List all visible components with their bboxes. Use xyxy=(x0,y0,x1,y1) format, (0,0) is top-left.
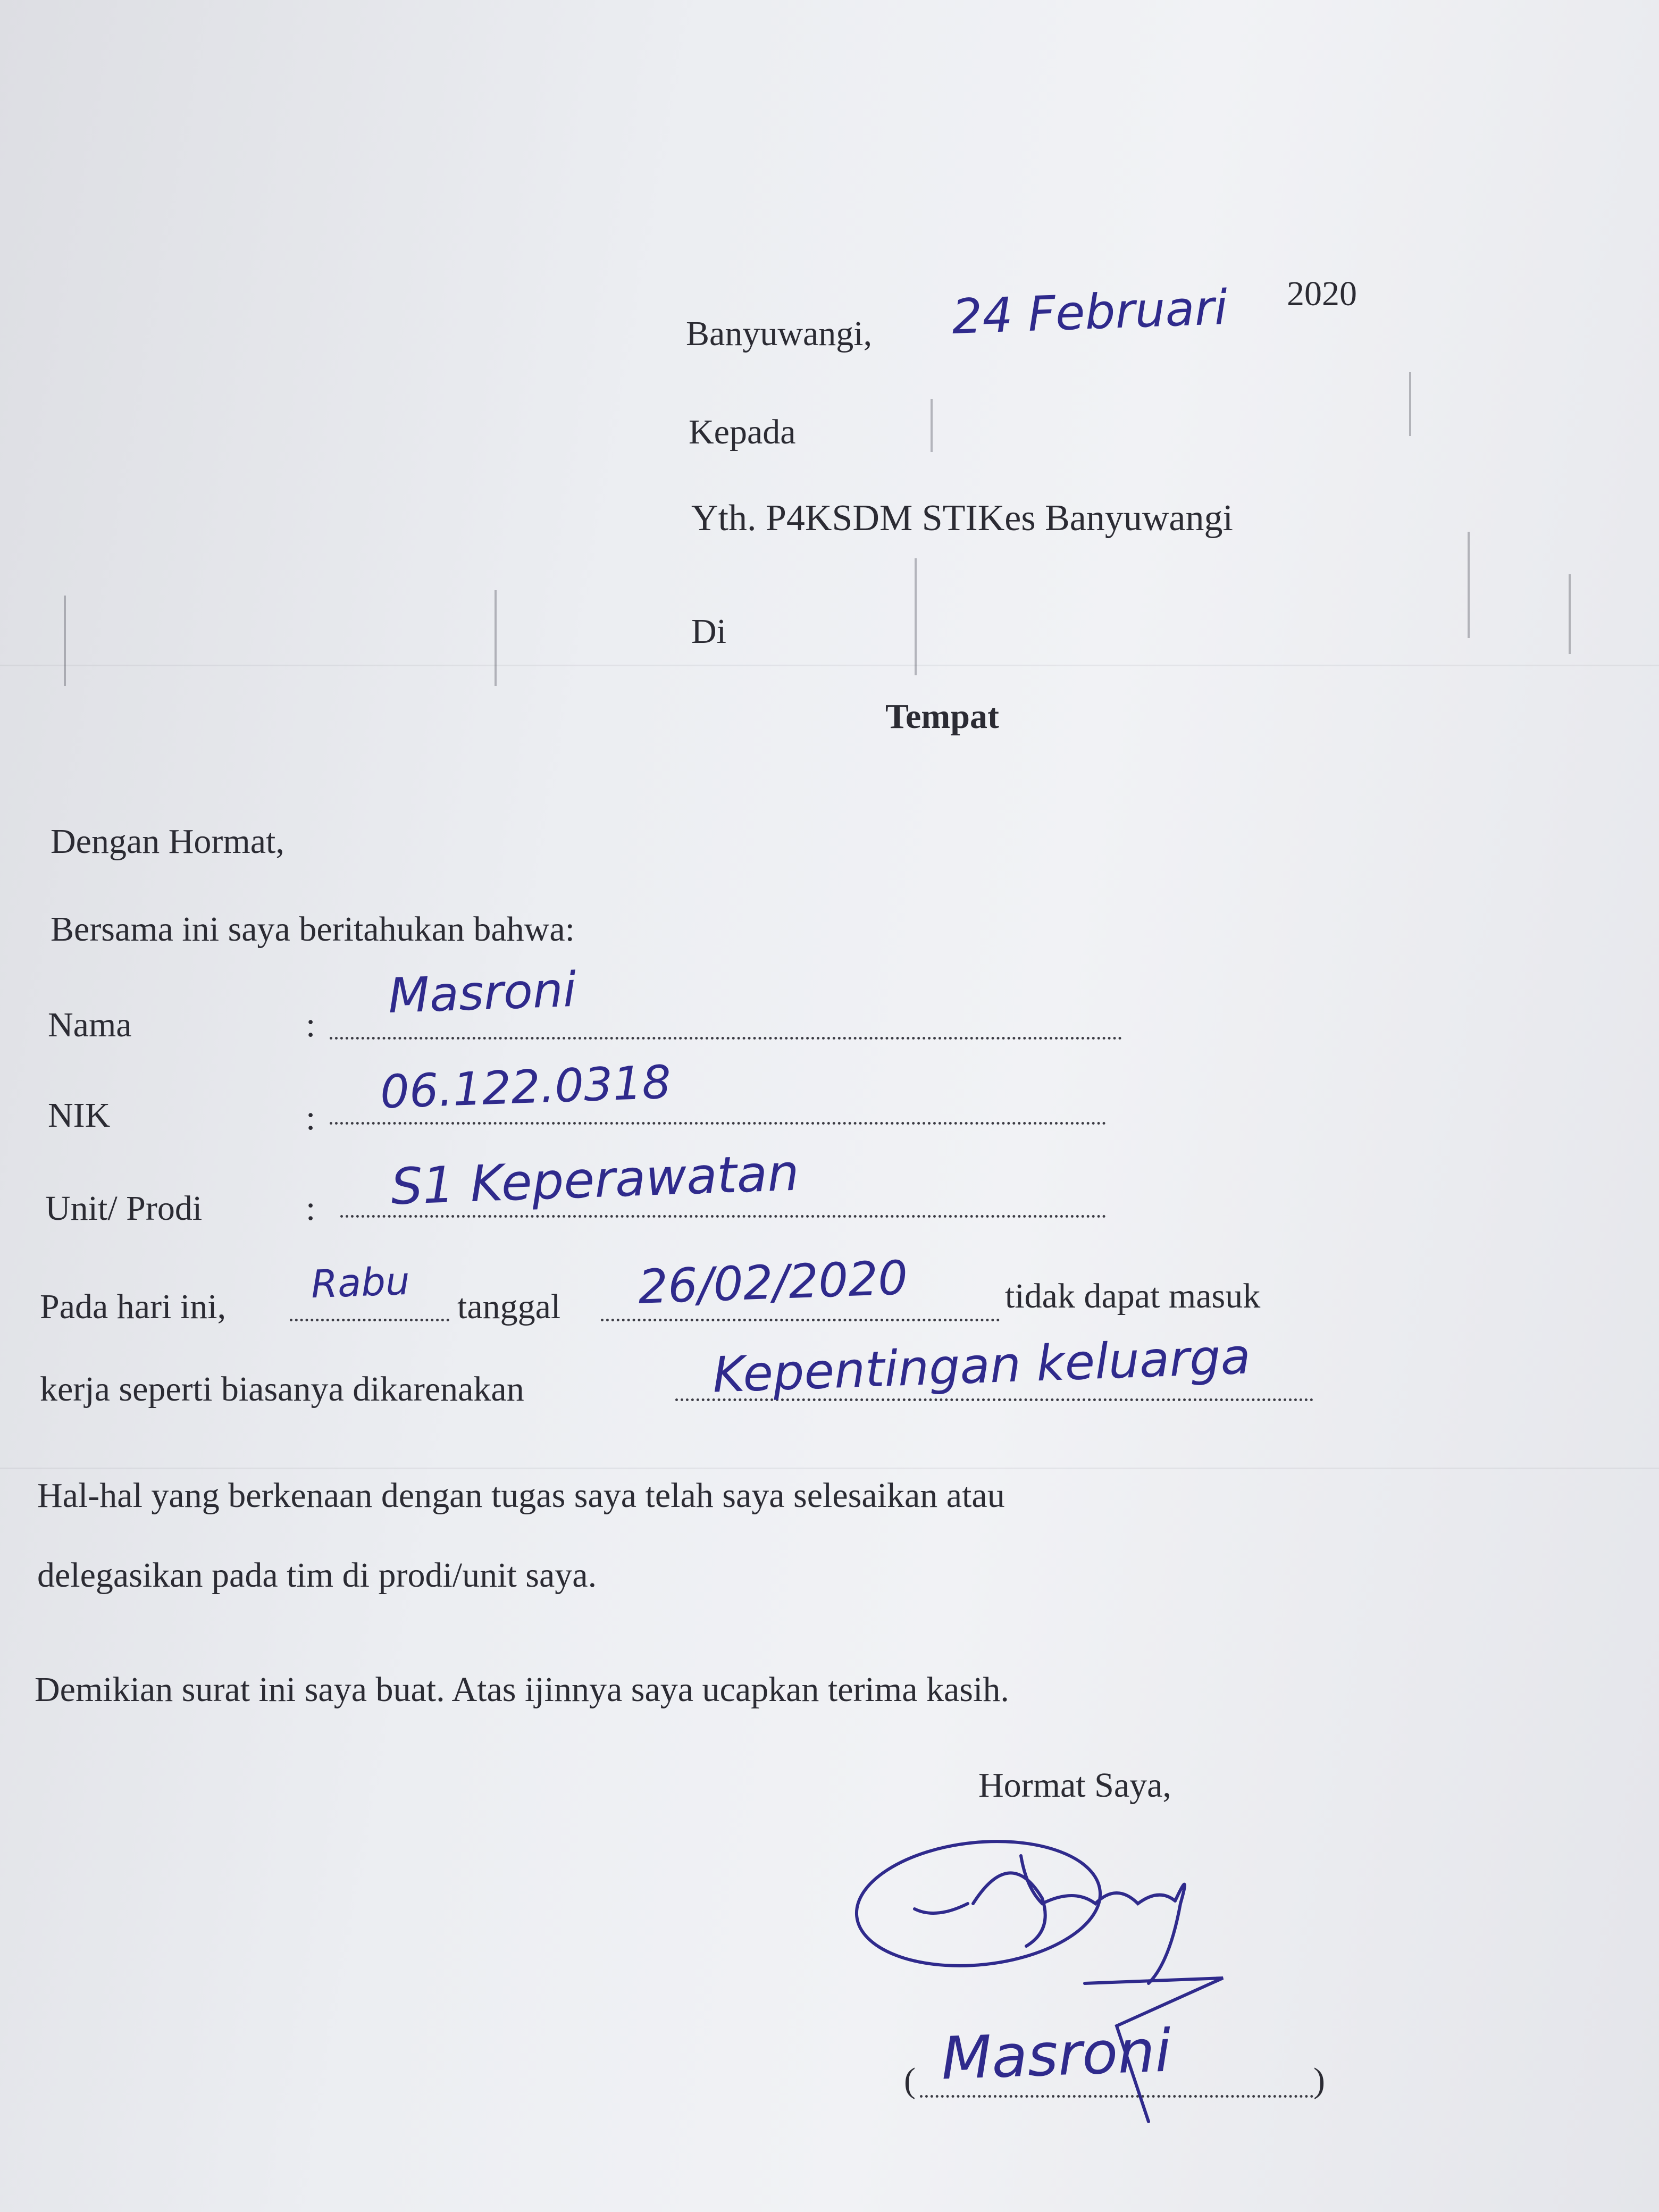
closing-sentence: Demikian surat ini saya buat. Atas ijinnya saya ucapkan terima kasih. xyxy=(35,1670,1009,1709)
date-handwritten: 24 Februari xyxy=(951,279,1229,346)
signature-name: Masroni xyxy=(940,2016,1172,2093)
nama-label: Nama xyxy=(48,1006,132,1044)
copy-noise xyxy=(1569,574,1571,654)
colon: : xyxy=(306,1189,316,1228)
colon: : xyxy=(306,1006,316,1044)
nik-dotted-line xyxy=(330,1122,1106,1125)
signature-loop xyxy=(851,1830,1107,1978)
intro-text: Bersama ini saya beritahukan bahwa: xyxy=(51,910,575,949)
paren-open: ( xyxy=(904,2061,916,2100)
hormat-saya: Hormat Saya, xyxy=(978,1766,1171,1805)
unit-dotted-line xyxy=(340,1215,1106,1218)
to-label: Kepada xyxy=(689,413,796,451)
paper-crease xyxy=(0,665,1659,666)
reason-value: Kepentingan keluarga xyxy=(711,1328,1252,1404)
copy-noise xyxy=(495,590,497,686)
date-value: 26/02/2020 xyxy=(637,1250,909,1314)
paren-close: ) xyxy=(1313,2061,1325,2100)
copy-noise xyxy=(931,399,933,452)
tanggal-label: tanggal xyxy=(457,1287,561,1326)
nik-label: NIK xyxy=(48,1096,111,1135)
paragraph-line-1: Hal-hal yang berkenaan dengan tugas saya telah saya selesaikan atau xyxy=(37,1476,1005,1515)
copy-noise xyxy=(915,558,917,675)
day-value: Rabu xyxy=(310,1258,410,1307)
day-dotted-line xyxy=(290,1319,449,1321)
nik-value: 06.122.0318 xyxy=(379,1055,672,1119)
tempat-label: Tempat xyxy=(885,697,999,736)
signature-name-dotted-line xyxy=(920,2095,1313,2098)
place-date-prefix: Banyuwangi, xyxy=(686,314,873,353)
unit-value: S1 Keperawatan xyxy=(390,1144,800,1217)
paragraph-line-2: delegasikan pada tim di prodi/unit saya. xyxy=(37,1556,597,1595)
recipient: Yth. P4KSDM STIKes Banyuwangi xyxy=(691,498,1233,539)
unit-label: Unit/ Prodi xyxy=(45,1189,203,1228)
paper-crease xyxy=(0,1468,1659,1469)
copy-noise xyxy=(1409,372,1411,436)
copy-noise xyxy=(1468,532,1470,638)
colon: : xyxy=(306,1099,316,1137)
nama-dotted-line xyxy=(330,1037,1122,1040)
reason-prefix: kerja seperti biasanya dikarenakan xyxy=(40,1370,524,1409)
nama-value: Masroni xyxy=(387,961,577,1025)
greeting: Dengan Hormat, xyxy=(51,822,284,861)
day-prefix: Pada hari ini, xyxy=(40,1287,227,1326)
signature-drawing xyxy=(851,1824,1329,2169)
date-dotted-line xyxy=(601,1319,1000,1321)
di-label: Di xyxy=(691,612,726,651)
copy-noise xyxy=(64,596,66,686)
day-suffix: tidak dapat masuk xyxy=(1005,1277,1261,1316)
date-year: 2020 xyxy=(1287,274,1357,313)
